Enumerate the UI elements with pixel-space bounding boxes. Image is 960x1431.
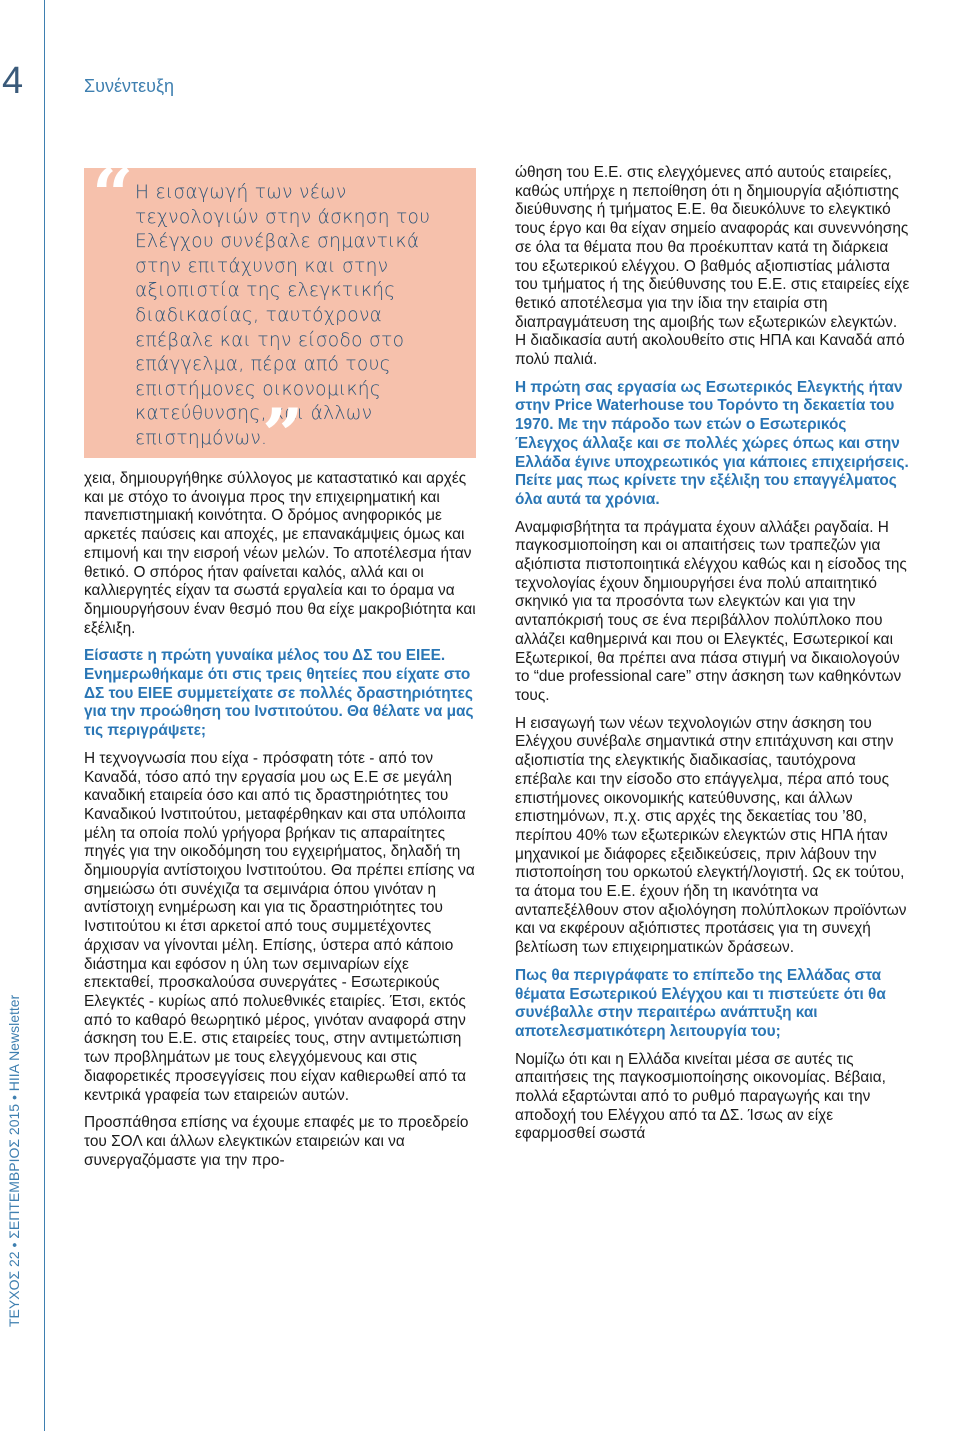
- page-number: 4: [2, 60, 24, 102]
- question: Πως θα περιγράφατε το επίπεδο της Ελλάδας στα θέματα Εσωτερικού Ελέγχου και τι πιστεύετε ότι θα συνέβαλλε στην περαιτέρω ανάπτυξη και αποτελεσματικότερη λειτουργία του;: [515, 966, 886, 1040]
- left-column: [84, 470, 478, 1179]
- paragraph: Νομίζω ότι και η Ελλάδα κινείται μέσα σε αυτές τις απαιτήσεις της παγκοσμιοποίησης οικονομίας. Βέβαια, πολλά εξαρτώνται από το ρυθμό παραγωγής και την αποδοχή του Ελέγχου από τα ΔΣ. Ίσως αν είχε εφαρμοσθεί σωστά: [515, 1050, 886, 1143]
- paragraph: Η τεχνογνωσία που είχα - πρόσφατη τότε - από τον Καναδά, τόσο από την εργασία μου ως Ε.Ε σε μεγάλη καναδική εταιρεία όσο και από τις δραστηριότητες του Καναδικού Ινστιτούτου, μεταφέρθηκαν και στα υπόλοιπα μέλη τα οποία πολύ γρήγορα βρήκαν τις απαραίτητες πηγές για την οικοδόμηση του εγχειρήματος, δηλαδή τη δημιουργία αντίστοιχου Ινστιτούτου. Θα πρέπει επίσης να σημειώσω ότι συνέχιζα τα σεμινάρια όπου γινόταν η αντίστοιχη ενημέρωση και για τις δραστηριότητες του Ινστιτούτου κι έτσι αρκετοί από τους συμμετέχοντες άρχισαν να γίνονται μέλη. Επίσης, ύστερα από κάποιο διάστημα και εφόσον η ύλη των σεμιναρίων είχε επεκταθεί, προσκαλούσα συνεργάτες - Εσωτερικούς Ελεγκτές - κυρίως από πολυεθνικές εταιρίες. Έτσι, εκτός από το καθαρό θεωρητικό μέρος, γινόταν αναφορά στην άσκηση του Ε.Ε. στις εταιρείες τους, στην αντιμετώπιση των προβλημάτων με τους ελεγχόμενους και στις διαφορετικές προσεγγίσεις που είχαν καθιερωθεί από τα κεντρικά γραφεία των εταιρειών αυτών.: [84, 749, 475, 1104]
- side-rule: [44, 120, 45, 1431]
- pull-quote-text: Η εισαγωγή των νέων τεχνολογιών στην άσκηση του Ελέγχου συνέβαλε σημαντικά στην επιτάχυνση και στην αξιοπιστία της ελεγκτικής διαδικασίας, ταυτόχρονα επέβαλε και την είσοδο στο επάγγελμα, πέρα από τους επιστήμονες οικονομικής κατεύθυνσης, και άλλων επιστημόνων.: [135, 182, 431, 449]
- section-title: Συνέντευξη: [84, 76, 175, 96]
- open-quote-icon: “: [92, 152, 134, 237]
- paragraph: ώθηση του Ε.Ε. στις ελεγχόμενες από αυτούς εταιρείες, καθώς υπήρχε η πεποίθηση ότι η δημιουργία αξιόπιστης διεύθυνσης ή τμήματος Ε.Ε. θα διευκόλυνε το ελεγκτικό τους έργο και θα είχαν σημείο αναφοράς και συνεννόησης σε όλα τα θέματα που θα προέκυπταν κατά τη διάρκεια του εξωτερικού ελέγχου. Ο βαθμός αξιοπιστίας μάλιστα του τμήματος ή της διεύθυνσης του Ε.Ε. στις εταιρείες είχε θετικό αποτέλεσμα για την ίδια την εταιρία στη διαπραγμάτευση της αμοιβής των εξωτερικών ελεγκτών. Η διαδικασία αυτή ακολουθείτο στις ΗΠΑ και Καναδά από πολύ παλιά.: [515, 164, 910, 369]
- paragraph: Αναμφισβήτητα τα πράγματα έχουν αλλάξει ραγδαία. Η παγκοσμιοποίηση και οι απαιτήσεις των τραπεζών για αξιόπιστα πιστοποιητικά ελέγχου καθώς και η είσοδος της τεχνολογίας έχουν δημιουργήσει ένα πολύ απαιτητικό σκηνικό για τα προσόντα των ελεγκτών και για την ανταπόκρισή τους σε ένα περιβάλλον πολύπλοκο που αλλάζει καθημερινά και που οι Ελεγκτές, Εσωτερικοί και Εξωτερικοί, θα πρέπει ανα πάσα στιγμή να δικαιολογούν το “due professional care” στην άσκηση των καθηκόντων τους.: [515, 518, 907, 704]
- question: Είσαστε η πρώτη γυναίκα μέλος του ΔΣ του ΕΙΕΕ. Ενημερωθήκαμε ότι στις τρεις θητείες που είχατε στο ΔΣ του ΕΙΕΕ συμμετείχατε σε πολλές δραστηριότητες για την προώθηση του Ινστιτούτου. Θα θέλατε να μας τις περιγράψετε;: [84, 647, 474, 740]
- close-quote-icon: ”: [262, 392, 304, 477]
- header-rule: [44, 0, 45, 120]
- paragraph: Η εισαγωγή των νέων τεχνολογιών στην άσκηση του Ελέγχου συνέβαλε σημαντικά στην επιτάχυνση και στην αξιοπιστία της ελεγκτικής διαδικασίας, ταυτόχρονα επέβαλε και την είσοδο στο επάγγελμα, πέρα από τους επιστήμονες οικονομικής κατεύθυνσης, και άλλων επιστημόνων, π.χ. στις αρχές της δεκαετίας του ’80, περίπου 40% των εξωτερικών ελεγκτών στις ΗΠΑ ήταν μηχανικοί με διάφορες εξειδικεύσεις, πριν λάβουν την πιστοποίηση του ορκωτού ελεγκτή/λογιστή. Ως εκ τούτου, τα άτομα του Ε.Ε. έχουν ήδη τη ικανότητα να ανταπεξέλθουν στον αξιολόγηση πολύπλοκων προϊόντων και να εκφέρουν αξιόπιστες προτάσεις για τη συνεχή βελτίωση των επιχειρηματικών δράσεων.: [515, 714, 907, 957]
- paragraph: Προσπάθησα επίσης να έχουμε επαφές με το προεδρείο του ΣΟΛ και άλλων ελεγκτικών εταιρειών και να συνεργαζόμαστε για την προ-: [84, 1114, 469, 1169]
- right-column: [515, 164, 912, 1153]
- paragraph: χεια, δημιουργήθηκε σύλλογος με καταστατικό και αρχές και με στόχο το άνοιγμα προς την επιχειρηματική και πανεπιστημιακή κοινότητα. Ο δρόμος ανηφορικός με αρκετές παύσεις και αποχές, με επανακάμψεις όμως και επιμονή και την εισροή νέων μελών. Το αποτέλεσμα ήταν θετικό. Ο σπόρος ήταν φαίνεται καλός, αλλά και οι καλλιεργητές είχαν τα σωστά εργαλεία και το όραμα να δημιουργήσουν έναν θεσμό που θα είχε μακροβιότητα και εξέλιξη.: [84, 470, 476, 637]
- vertical-sidebar-text: ΤΕΥΧΟΣ 22 • ΣΕΠΤΕΜΒΡΙΟΣ 2015 • HIIA Newsletter: [6, 994, 22, 1327]
- question: Η πρώτη σας εργασία ως Εσωτερικός Ελεγκτής ήταν στην Price Waterhouse του Τορόντο τη δεκαετία του 1970. Με την πάροδο των ετών ο Εσωτερικός Έλεγχος άλλαξε και σε πολλές χώρες όπως και στην Ελλάδα έγινε υποχρεωτικός για κάποιες επιχειρήσεις. Πείτε μας πως κρίνετε την εξέλιξη του επαγγέλματος όλα αυτά τα χρόνια.: [515, 378, 909, 508]
